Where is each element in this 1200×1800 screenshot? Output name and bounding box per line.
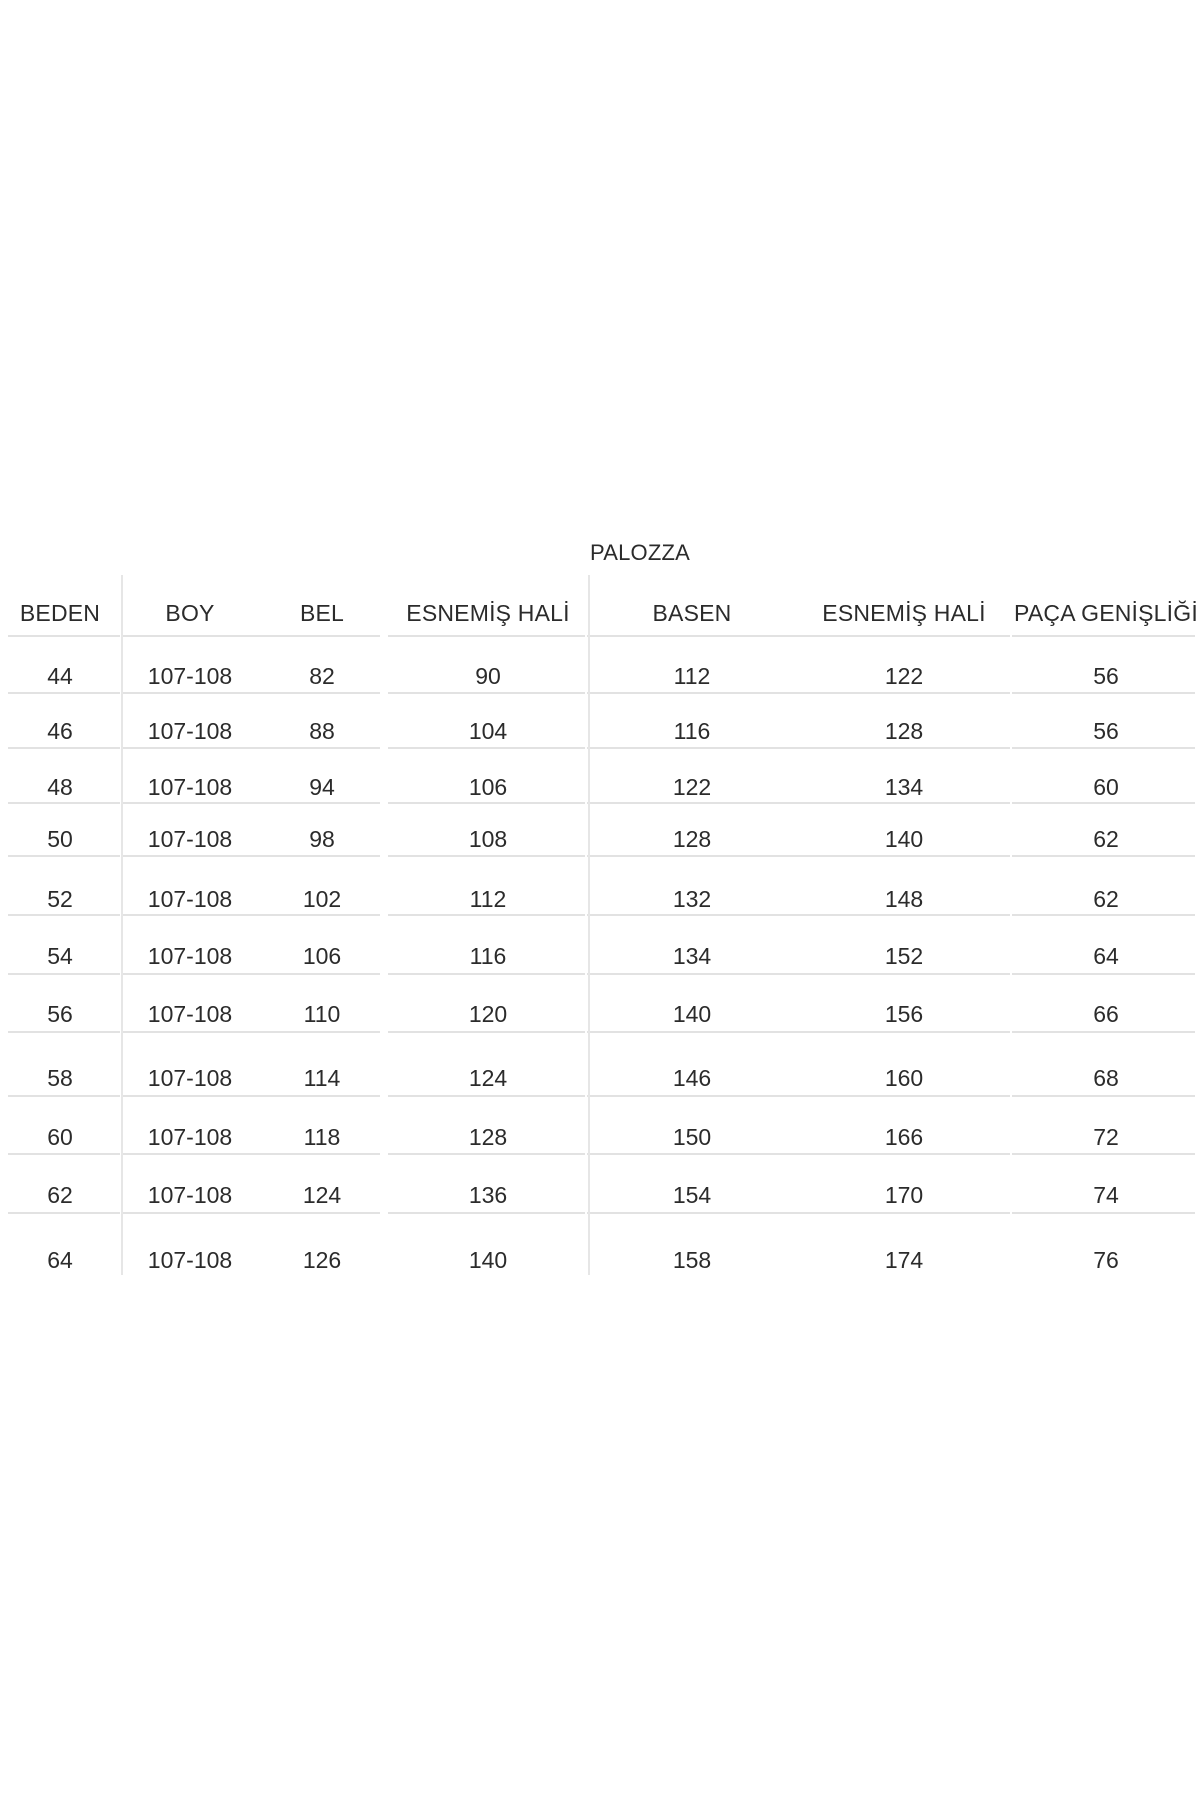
row-divider xyxy=(252,1212,380,1214)
table-cell: 108 xyxy=(468,826,508,852)
table-cell: 158 xyxy=(672,1247,712,1273)
row-divider xyxy=(122,973,252,975)
row-divider xyxy=(587,855,792,857)
table-cell: 116 xyxy=(469,943,507,969)
row-divider xyxy=(122,1031,252,1033)
column-header: PAÇA GENİŞLİĞİ xyxy=(1014,600,1198,626)
row-divider xyxy=(792,802,1010,804)
table-cell: 107-108 xyxy=(147,1247,233,1273)
table-cell: 60 xyxy=(1093,774,1119,800)
column-header: ESNEMİŞ HALİ xyxy=(406,600,570,626)
row-divider xyxy=(122,802,252,804)
table-cell: 64 xyxy=(1093,943,1119,969)
table-cell: 107-108 xyxy=(147,1182,233,1208)
row-divider xyxy=(1012,692,1195,694)
header-divider xyxy=(388,635,585,637)
row-divider xyxy=(792,1031,1010,1033)
row-divider xyxy=(587,973,792,975)
row-divider xyxy=(587,1095,792,1097)
row-divider xyxy=(8,855,120,857)
row-divider xyxy=(1012,1153,1195,1155)
row-divider xyxy=(122,914,252,916)
table-cell: 107-108 xyxy=(147,943,233,969)
row-divider xyxy=(388,1095,585,1097)
table-cell: 72 xyxy=(1093,1124,1119,1150)
table-cell: 120 xyxy=(468,1001,508,1027)
table-cell: 107-108 xyxy=(147,774,233,800)
table-cell: 66 xyxy=(1093,1001,1119,1027)
row-divider xyxy=(792,855,1010,857)
row-divider xyxy=(8,914,120,916)
column-header: ESNEMİŞ HALİ xyxy=(822,600,986,626)
column-header: BASEN xyxy=(652,600,732,626)
row-divider xyxy=(792,1212,1010,1214)
header-divider xyxy=(122,635,252,637)
table-cell: 122 xyxy=(672,774,712,800)
row-divider xyxy=(587,914,792,916)
row-divider xyxy=(8,747,120,749)
row-divider xyxy=(1012,973,1195,975)
row-divider xyxy=(122,1095,252,1097)
table-cell: 48 xyxy=(47,774,73,800)
row-divider xyxy=(1012,914,1195,916)
row-divider xyxy=(587,692,792,694)
table-cell: 107-108 xyxy=(147,1001,233,1027)
row-divider xyxy=(252,1153,380,1155)
row-divider xyxy=(122,1212,252,1214)
row-divider xyxy=(1012,802,1195,804)
table-cell: 76 xyxy=(1093,1247,1119,1273)
row-divider xyxy=(8,1031,120,1033)
column-separator xyxy=(121,575,123,1275)
row-divider xyxy=(252,692,380,694)
column-header: BOY xyxy=(165,600,215,626)
row-divider xyxy=(252,1031,380,1033)
row-divider xyxy=(8,1095,120,1097)
table-cell: 107-108 xyxy=(147,886,233,912)
row-divider xyxy=(587,1212,792,1214)
table-cell: 104 xyxy=(468,718,508,744)
table-cell: 134 xyxy=(884,774,924,800)
table-cell: 146 xyxy=(672,1065,712,1091)
row-divider xyxy=(388,747,585,749)
table-cell: 107-108 xyxy=(147,1065,233,1091)
header-divider xyxy=(8,635,120,637)
table-cell: 50 xyxy=(47,826,73,852)
table-cell: 152 xyxy=(884,943,924,969)
table-cell: 170 xyxy=(884,1182,924,1208)
table-cell: 90 xyxy=(475,663,501,689)
table-cell: 56 xyxy=(47,1001,73,1027)
row-divider xyxy=(792,1095,1010,1097)
row-divider xyxy=(1012,1031,1195,1033)
table-cell: 124 xyxy=(302,1182,342,1208)
table-cell: 124 xyxy=(468,1065,508,1091)
column-separator xyxy=(588,575,590,1275)
table-cell: 150 xyxy=(672,1124,712,1150)
row-divider xyxy=(122,1153,252,1155)
row-divider xyxy=(587,747,792,749)
row-divider xyxy=(8,802,120,804)
row-divider xyxy=(1012,1212,1195,1214)
row-divider xyxy=(388,1031,585,1033)
row-divider xyxy=(792,747,1010,749)
table-cell: 128 xyxy=(672,826,712,852)
row-divider xyxy=(252,855,380,857)
table-cell: 94 xyxy=(309,774,335,800)
row-divider xyxy=(388,802,585,804)
row-divider xyxy=(388,1212,585,1214)
row-divider xyxy=(8,973,120,975)
table-cell: 68 xyxy=(1093,1065,1119,1091)
table-cell: 54 xyxy=(47,943,73,969)
table-cell: 60 xyxy=(47,1124,73,1150)
table-cell: 44 xyxy=(47,663,73,689)
table-cell: 148 xyxy=(884,886,924,912)
table-cell: 64 xyxy=(47,1247,73,1273)
table-cell: 140 xyxy=(672,1001,712,1027)
row-divider xyxy=(122,747,252,749)
row-divider xyxy=(587,1153,792,1155)
row-divider xyxy=(388,1153,585,1155)
row-divider xyxy=(587,802,792,804)
row-divider xyxy=(122,692,252,694)
header-divider xyxy=(252,635,380,637)
table-cell: 154 xyxy=(672,1182,712,1208)
table-cell: 52 xyxy=(47,886,73,912)
table-cell: 56 xyxy=(1093,718,1119,744)
column-header: BEDEN xyxy=(19,600,101,626)
row-divider xyxy=(252,1095,380,1097)
table-cell: 102 xyxy=(302,886,342,912)
row-divider xyxy=(388,914,585,916)
row-divider xyxy=(122,855,252,857)
table-cell: 62 xyxy=(1093,826,1119,852)
row-divider xyxy=(252,802,380,804)
row-divider xyxy=(1012,855,1195,857)
header-divider xyxy=(792,635,1010,637)
row-divider xyxy=(388,973,585,975)
row-divider xyxy=(792,1153,1010,1155)
table-cell: 122 xyxy=(884,663,924,689)
table-cell: 58 xyxy=(47,1065,73,1091)
table-cell: 140 xyxy=(468,1247,508,1273)
row-divider xyxy=(587,1031,792,1033)
table-cell: 62 xyxy=(1093,886,1119,912)
table-cell: 107-108 xyxy=(147,718,233,744)
column-header: BEL xyxy=(299,600,345,626)
table-cell: 107-108 xyxy=(147,826,233,852)
row-divider xyxy=(252,914,380,916)
chart-title: PALOZZA xyxy=(590,540,691,565)
table-cell: 134 xyxy=(672,943,712,969)
table-cell: 107-108 xyxy=(147,663,233,689)
table-cell: 136 xyxy=(468,1182,508,1208)
row-divider xyxy=(252,747,380,749)
table-cell: 98 xyxy=(309,826,335,852)
header-divider xyxy=(587,635,792,637)
table-cell: 62 xyxy=(47,1182,73,1208)
row-divider xyxy=(8,1153,120,1155)
table-cell: 166 xyxy=(884,1124,924,1150)
table-cell: 88 xyxy=(309,718,335,744)
table-cell: 46 xyxy=(47,718,73,744)
table-cell: 74 xyxy=(1093,1182,1119,1208)
table-cell: 110 xyxy=(303,1001,341,1027)
table-cell: 114 xyxy=(303,1065,341,1091)
row-divider xyxy=(792,973,1010,975)
table-cell: 112 xyxy=(673,663,711,689)
row-divider xyxy=(388,855,585,857)
table-cell: 128 xyxy=(468,1124,508,1150)
row-divider xyxy=(792,692,1010,694)
row-divider xyxy=(252,973,380,975)
row-divider xyxy=(792,914,1010,916)
table-cell: 106 xyxy=(302,943,342,969)
row-divider xyxy=(8,692,120,694)
table-cell: 56 xyxy=(1093,663,1119,689)
table-cell: 140 xyxy=(884,826,924,852)
table-cell: 132 xyxy=(672,886,712,912)
table-cell: 116 xyxy=(673,718,711,744)
table-cell: 128 xyxy=(884,718,924,744)
table-cell: 174 xyxy=(884,1247,924,1273)
table-cell: 160 xyxy=(884,1065,924,1091)
row-divider xyxy=(1012,1095,1195,1097)
row-divider xyxy=(8,1212,120,1214)
table-cell: 118 xyxy=(303,1124,341,1150)
row-divider xyxy=(388,692,585,694)
table-cell: 156 xyxy=(884,1001,924,1027)
table-cell: 82 xyxy=(309,663,335,689)
row-divider xyxy=(1012,747,1195,749)
table-cell: 106 xyxy=(468,774,508,800)
table-cell: 107-108 xyxy=(147,1124,233,1150)
header-divider xyxy=(1012,635,1195,637)
table-cell: 112 xyxy=(469,886,507,912)
table-cell: 126 xyxy=(302,1247,342,1273)
